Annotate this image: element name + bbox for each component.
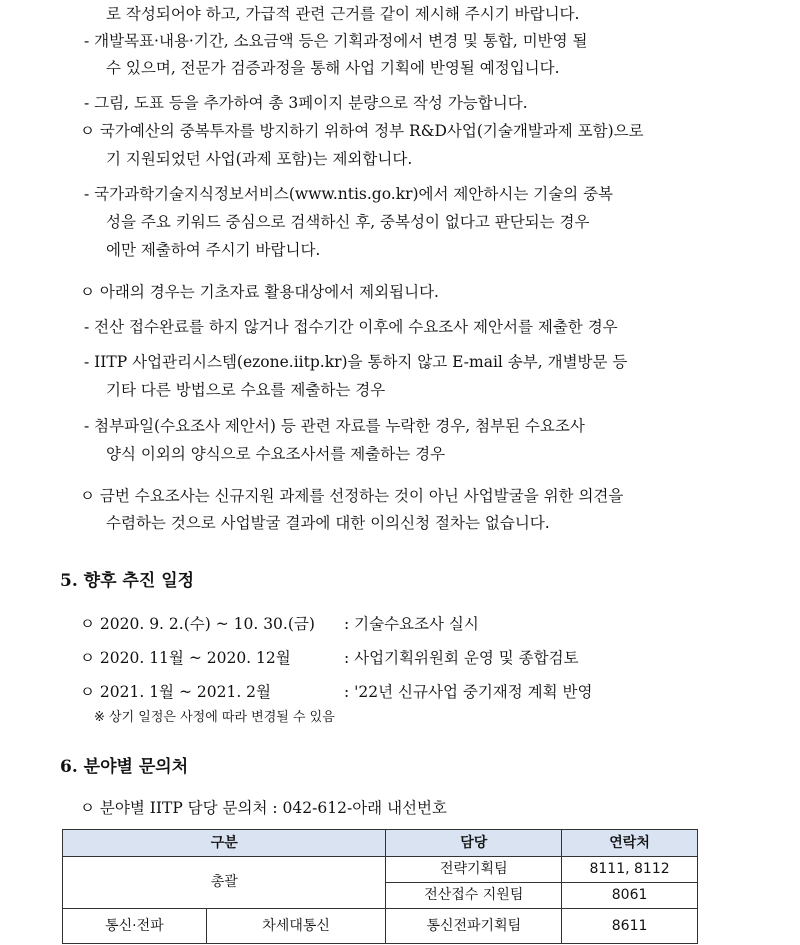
body-line: ㅇ 국가예산의 중복투자를 방지하기 위하여 정부 R&D사업(기술개발과제 포함)으로 bbox=[80, 122, 644, 140]
general-label: 총괄 bbox=[63, 857, 386, 909]
contact-cell: 8061 bbox=[562, 883, 698, 909]
contact-cell: 8611 bbox=[562, 909, 698, 944]
body-line: - 국가과학기술지식정보서비스(www.ntis.go.kr)에서 제안하시는 기술의 중복 bbox=[84, 185, 614, 203]
body-line: - IITP 사업관리시스템(ezone.iitp.kr)을 통하지 않고 E-mail 송부, 개별방문 등 bbox=[84, 353, 628, 371]
body-line: 로 작성되어야 하고, 가급적 관련 근거를 같이 제시해 주시기 바랍니다. bbox=[106, 5, 580, 23]
team-cell: 전산접수 지원팀 bbox=[386, 883, 562, 909]
body-line: - 첨부파일(수요조사 제안서) 등 관련 자료를 누락한 경우, 첨부된 수요조사 bbox=[84, 417, 585, 435]
body-line: 양식 이외의 양식으로 수요조사서를 제출하는 경우 bbox=[106, 445, 446, 463]
team-cell: 전략기획팀 bbox=[386, 857, 562, 883]
header-team: 담당 bbox=[386, 830, 562, 857]
body-line: 수 있으며, 전문가 검증과정을 통해 사업 기획에 반영될 예정입니다. bbox=[106, 59, 560, 77]
schedule-date: ㅇ 2020. 11월 ~ 2020. 12월 bbox=[80, 649, 291, 667]
table-header-row bbox=[63, 830, 698, 857]
field-cell: 통신·전파 bbox=[63, 909, 207, 944]
body-line: - 개발목표·내용·기간, 소요금액 등은 기획과정에서 변경 및 통합, 미반영 될 bbox=[84, 32, 588, 50]
schedule-date: ㅇ 2021. 1월 ~ 2021. 2월 bbox=[80, 683, 272, 701]
header-contact: 연락처 bbox=[562, 830, 698, 857]
table-row bbox=[63, 909, 698, 944]
schedule-desc: : 사업기획위원회 운영 및 종합검토 bbox=[344, 649, 579, 667]
header-category: 구분 bbox=[63, 830, 386, 857]
body-line: 에만 제출하여 주시기 바랍니다. bbox=[106, 241, 321, 259]
schedule-date: ㅇ 2020. 9. 2.(수) ~ 10. 30.(금) bbox=[80, 615, 315, 633]
body-line: ㅇ 금번 수요조사는 신규지원 과제를 선정하는 것이 아닌 사업발굴을 위한 의견을 bbox=[80, 487, 624, 505]
body-line: 성을 주요 키워드 중심으로 검색하신 후, 중복성이 없다고 판단되는 경우 bbox=[106, 213, 590, 231]
contact-intro: ㅇ 분야별 IITP 담당 문의처 : 042-612-아래 내선번호 bbox=[80, 799, 447, 817]
section-5-title: 5. 향후 추진 일정 bbox=[60, 571, 195, 591]
schedule-desc: : '22년 신규사업 중기재정 계획 반영 bbox=[344, 683, 593, 701]
body-line: - 그림, 도표 등을 추가하여 총 3페이지 분량으로 작성 가능합니다. bbox=[84, 94, 528, 112]
contact-table bbox=[62, 829, 698, 944]
table-row bbox=[63, 857, 698, 883]
body-line: 기타 다른 방법으로 수요를 제출하는 경우 bbox=[106, 381, 386, 399]
subfield-cell: 차세대통신 bbox=[206, 909, 386, 944]
section-6-title: 6. 분야별 문의처 bbox=[60, 757, 189, 777]
body-line: ㅇ 아래의 경우는 기초자료 활용대상에서 제외됩니다. bbox=[80, 283, 439, 301]
team-cell: 통신전파기획팀 bbox=[386, 909, 562, 944]
schedule-note: ※ 상기 일정은 사정에 따라 변경될 수 있음 bbox=[94, 710, 335, 725]
body-line: 수렴하는 것으로 사업발굴 결과에 대한 이의신청 절차는 없습니다. bbox=[106, 514, 550, 532]
body-line: - 전산 접수완료를 하지 않거나 접수기간 이후에 수요조사 제안서를 제출한 경우 bbox=[84, 318, 618, 336]
body-line: 기 지원되었던 사업(과제 포함)는 제외합니다. bbox=[106, 150, 413, 168]
schedule-desc: : 기술수요조사 실시 bbox=[344, 615, 479, 633]
contact-cell: 8111, 8112 bbox=[562, 857, 698, 883]
